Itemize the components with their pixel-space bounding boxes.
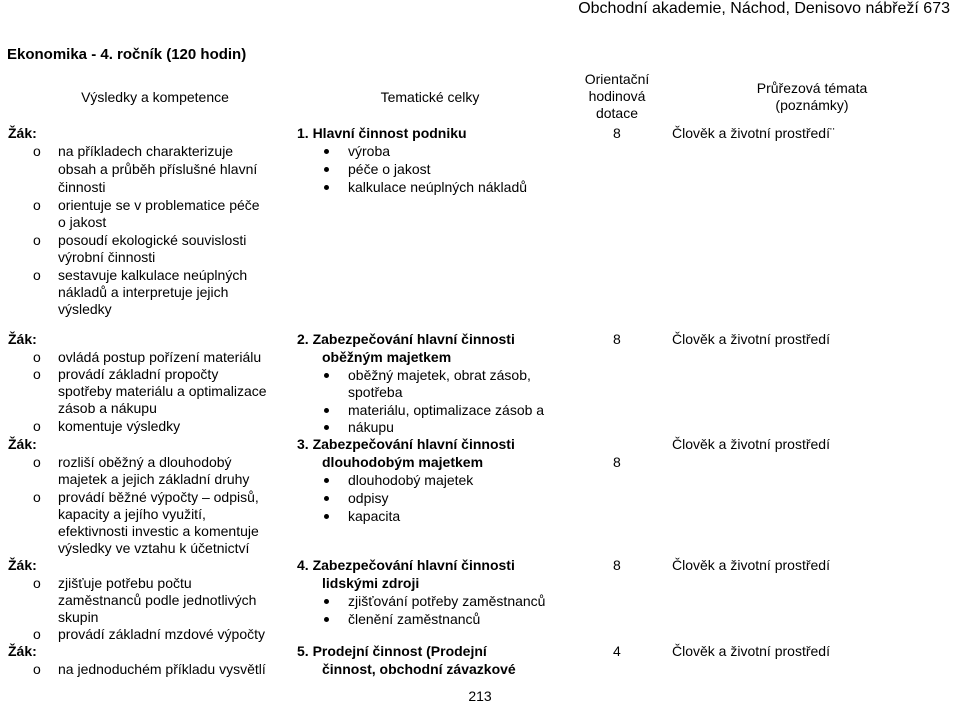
outcome-line: činnosti [58, 179, 106, 195]
bullet-dot-icon [324, 149, 329, 154]
unit-title: 1. Hlavní činnost podniku [297, 125, 467, 141]
hours-header-line: hodinová [588, 88, 646, 104]
outcome-line: nákladů a interpretuje jejich [58, 284, 229, 300]
outcome-line: posoudí ekologické souvislosti [58, 232, 247, 248]
hours-value: 8 [613, 125, 621, 141]
unit-item: kalkulace neúplných nákladů [348, 179, 528, 195]
unit-item: kapacita [348, 508, 401, 524]
outcome-line: spotřeby materiálu a optimalizace [58, 383, 267, 399]
circle-bullet-icon: o [33, 626, 41, 642]
unit-item: oběžný majetek, obrat zásob, [348, 367, 531, 383]
outcome-line: obsah a průběh příslušné hlavní [58, 161, 258, 177]
unit-item: materiálu, optimalizace zásob a [348, 402, 545, 418]
cross-topic: Člověk a životní prostředí [672, 557, 830, 573]
document-title: Ekonomika - 4. ročník (120 hodin) [7, 46, 247, 63]
bullet-dot-icon [324, 514, 329, 519]
bullet-dot-icon [324, 425, 329, 430]
student-label: Žák: [8, 125, 37, 141]
unit-item: nákupu [348, 419, 394, 435]
cross-topic: Člověk a životní prostředí [672, 436, 830, 452]
outcome-line: zjišťuje potřebu počtu [58, 575, 192, 591]
unit-title: dlouhodobým majetkem [322, 454, 484, 470]
bullet-dot-icon [324, 617, 329, 622]
unit-item: odpisy [348, 490, 389, 506]
column-header-outcomes: Výsledky a kompetence [81, 89, 229, 105]
hours-value: 8 [613, 557, 621, 573]
bullet-dot-icon [324, 599, 329, 604]
unit-title: lidskými zdroji [322, 575, 420, 591]
outcome-line: sestavuje kalkulace neúplných [58, 267, 248, 283]
bullet-dot-icon [324, 167, 329, 172]
topics-header-line: Průřezová témata [756, 80, 868, 96]
school-header: Obchodní akademie, Náchod, Denisovo nábřeží 673 [578, 0, 950, 17]
outcome-line: výrobní činnosti [58, 249, 156, 265]
outcome-line: provádí základní propočty [58, 366, 219, 382]
unit-title: 2. Zabezpečování hlavní činnosti [297, 331, 515, 347]
hours-header-line: dotace [595, 105, 639, 121]
column-header-hours [567, 71, 667, 122]
student-label: Žák: [8, 436, 37, 452]
outcome-line: majetek a jejich základní druhy [58, 471, 250, 487]
circle-bullet-icon: o [33, 349, 41, 365]
outcome-line: skupin [58, 609, 99, 625]
hours-header-line: Orientační [584, 71, 650, 87]
outcome-line: na jednoduchém příkladu vysvětlí [58, 661, 266, 677]
circle-bullet-icon: o [33, 454, 41, 470]
student-label: Žák: [8, 557, 37, 573]
circle-bullet-icon: o [33, 267, 41, 283]
bullet-dot-icon [324, 185, 329, 190]
column-header-units: Tematické celky [380, 89, 480, 105]
cross-topic: Člověk a životní prostředí [672, 331, 830, 347]
outcome-line: zásob a nákupu [58, 400, 157, 416]
circle-bullet-icon: o [33, 232, 41, 248]
outcome-line: rozliší oběžný a dlouhodobý [58, 454, 232, 470]
unit-title: 3. Zabezpečování hlavní činnosti [297, 436, 515, 452]
hours-value: 8 [613, 331, 621, 347]
circle-bullet-icon: o [33, 143, 41, 159]
unit-item: spotřeba [348, 384, 403, 400]
bullet-dot-icon [324, 408, 329, 413]
unit-item: dlouhodobý majetek [348, 472, 474, 488]
column-header-topics [737, 80, 887, 114]
outcome-line: výsledky [58, 301, 112, 317]
outcome-line: komentuje výsledky [58, 418, 181, 434]
circle-bullet-icon: o [33, 366, 41, 382]
outcome-line: provádí základní mzdové výpočty [58, 626, 265, 642]
circle-bullet-icon: o [33, 197, 41, 213]
unit-title: 5. Prodejní činnost (Prodejní [297, 643, 487, 659]
outcome-line: ovládá postup pořízení materiálu [58, 349, 262, 365]
outcome-line: kapacity a jejího využití, [58, 506, 206, 522]
hours-value: 4 [613, 643, 621, 659]
student-label: Žák: [8, 643, 37, 659]
topics-header-line: (poznámky) [775, 97, 849, 113]
unit-title: 4. Zabezpečování hlavní činnosti [297, 557, 515, 573]
student-label: Žák: [8, 331, 37, 347]
outcome-line: na příkladech charakterizuje [58, 143, 234, 159]
outcome-line: zaměstnanců podle jednotlivých [58, 592, 257, 608]
outcome-line: provádí běžné výpočty – odpisů, [58, 489, 259, 505]
outcome-line: orientuje se v problematice péče [58, 197, 260, 213]
bullet-dot-icon [324, 373, 329, 378]
unit-item: členění zaměstnanců [348, 611, 481, 627]
circle-bullet-icon: o [33, 418, 41, 434]
outcome-line: o jakost [58, 214, 107, 230]
page-number: 213 [468, 688, 492, 704]
hours-value: 8 [613, 454, 621, 470]
circle-bullet-icon: o [33, 575, 41, 591]
bullet-dot-icon [324, 496, 329, 501]
cross-topic: Člověk a životní prostředí [672, 643, 830, 659]
unit-title: činnost, obchodní závazkové [322, 661, 516, 677]
outcome-line: efektivnosti investic a komentuje [58, 523, 259, 539]
unit-item: výroba [348, 143, 391, 159]
outcome-line: výsledky ve vztahu k účetnictví [58, 540, 250, 556]
bullet-dot-icon [324, 478, 329, 483]
circle-bullet-icon: o [33, 489, 41, 505]
circle-bullet-icon: o [33, 661, 41, 677]
cross-topic: Člověk a životní prostředí¨ [672, 125, 835, 141]
unit-title: oběžným majetkem [322, 349, 452, 365]
unit-item: zjišťování potřeby zaměstnanců [348, 593, 546, 609]
unit-item: péče o jakost [348, 161, 431, 177]
